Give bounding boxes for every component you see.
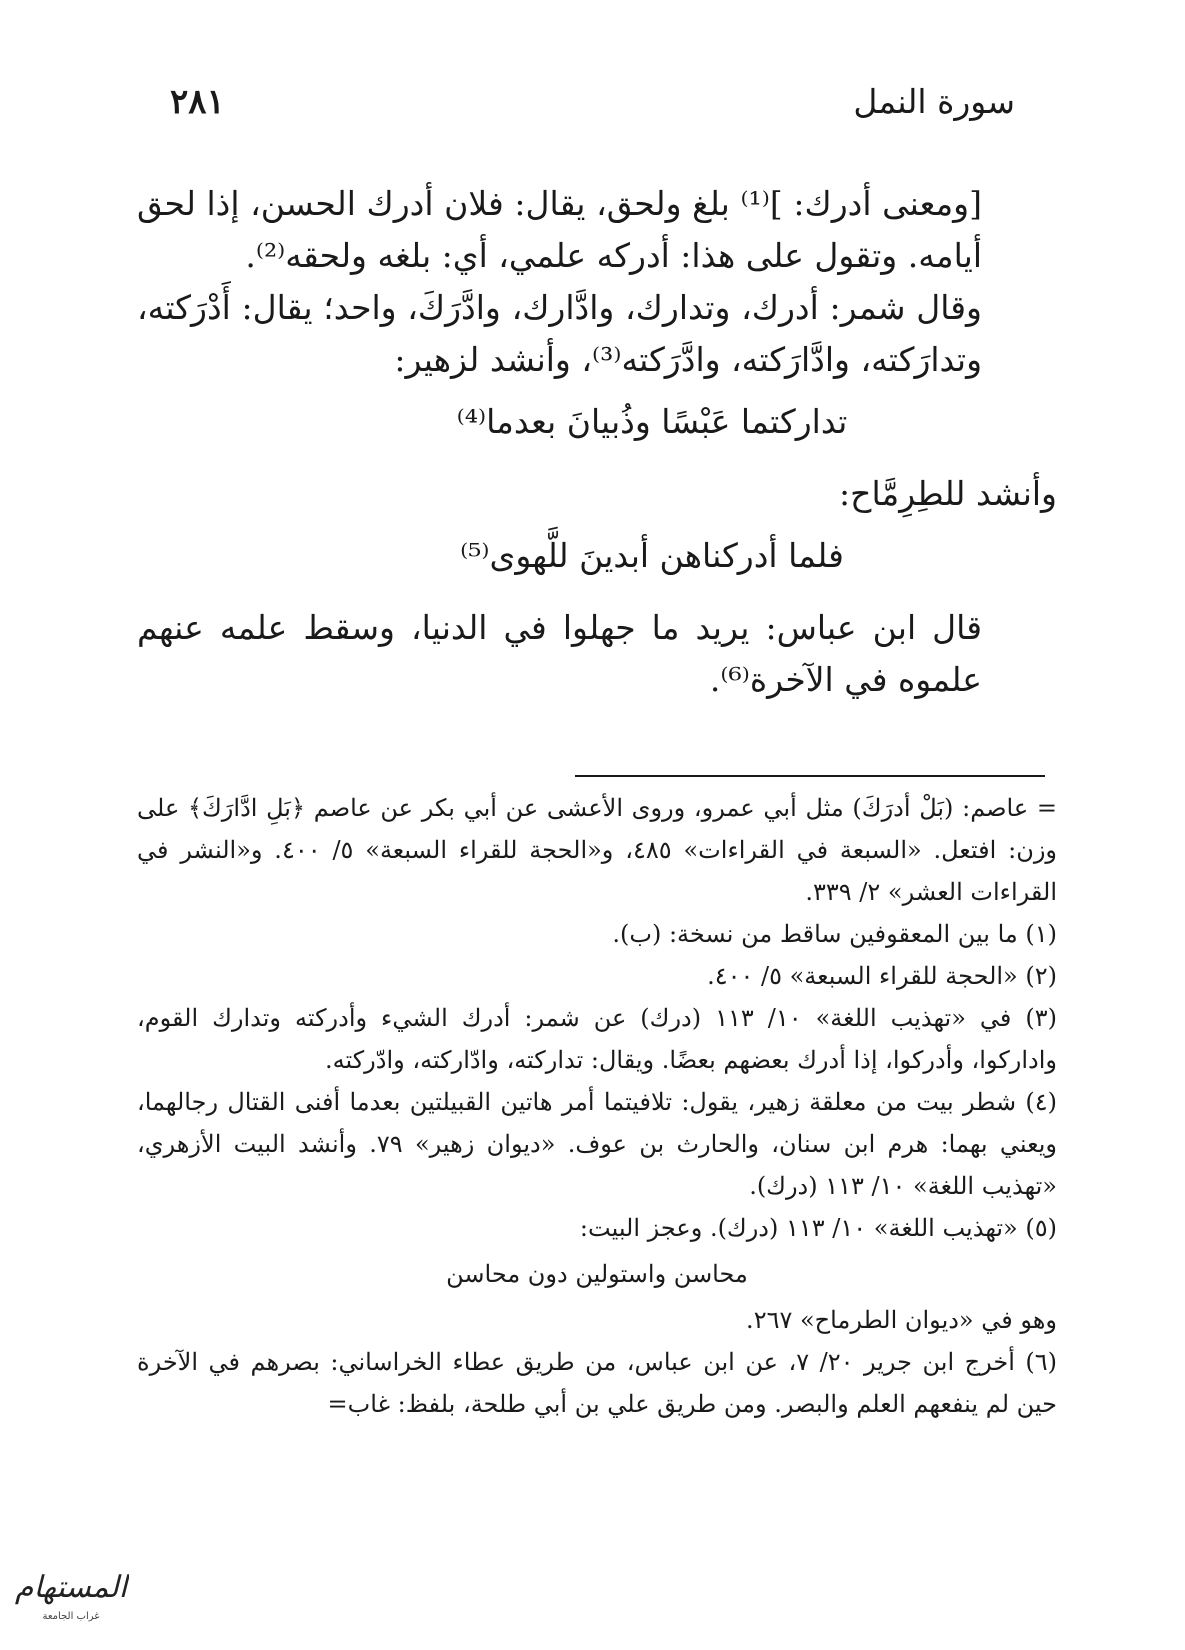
surah-title: سورة النمل bbox=[853, 82, 1015, 121]
footnote-separator bbox=[575, 775, 1045, 777]
footnote-6: (٦) أخرج ابن جرير ٢٠/ ٧، عن ابن عباس، من طريق عطاء الخراساني: بصرهم في الآخرة حين لم ينفعهم العلم والبصر. ومن طريق علي بن أبي طلحة، بلفظ: غاب= bbox=[137, 1348, 1058, 1418]
footnote-continuation: = عاصم: (بَلْ أدرَكَ) مثل أبي عمرو، وروى الأعشى عن أبي بكر عن عاصم ﴿بَلِ ادَّارَكَ﴾ على وزن: افتعل. «السبعة في القراءات» ٤٨٥، و«الحجة للقراء السبعة» ٥/ ٤٠٠. و«النشر في القراءات العشر» ٢/ ٣٣٩. bbox=[137, 794, 1057, 906]
footnotes bbox=[137, 787, 1057, 1425]
main-text bbox=[137, 178, 1057, 706]
footnote-3: (٣) في «تهذيب اللغة» ١٠/ ١١٣ (درك) عن شمر: أدرك الشيء وأدركته وتدارك القوم، وادارکوا، وأدركوا، إذا أدرك بعضهم بعضًا. ويقال: تداركته، وادّاركته، وادّركته. bbox=[137, 1004, 1057, 1074]
logo-text: المستهام bbox=[14, 1570, 128, 1605]
paragraph-tirimmah: وأنشد للطِرِمَّاح: bbox=[839, 474, 1057, 513]
paragraph-ibn-abbas: قال ابن عباس: يريد ما جهلوا في الدنيا، وسقط علمه عنهم علموه في الآخرة⁽⁶⁾. bbox=[137, 608, 982, 699]
watermark-logo-icon bbox=[14, 1555, 129, 1630]
paragraph-meaning: [ومعنى أدرك: ]⁽¹⁾ بلغ ولحق، يقال: فلان أدرك الحسن، إذا لحق أيامه. وتقول على هذا: أدركه علمي، أي: بلغه ولحقه⁽²⁾. bbox=[137, 184, 982, 275]
footnote-5-verse: محاسن واستولين دون محاسن bbox=[446, 1260, 748, 1288]
verse-zuhair: تداركتما عَبْسًا وذُبيانَ بعدما⁽⁴⁾ bbox=[456, 402, 848, 441]
footnote-4: (٤) شطر بيت من معلقة زهير، يقول: تلافيتما أمر هاتين القبيلتين بعدما أفنى القتال رجالهما، ويعني بهما: هرم ابن سنان، والحارث بن عوف. «ديوان زهير» ٧٩. وأنشد البيت الأزهري، «تهذيب اللغة» ١٠/ ١١٣ (درك). bbox=[137, 1088, 1058, 1200]
footnote-5: (٥) «تهذيب اللغة» ١٠/ ١١٣ (درك). وعجز البيت: bbox=[579, 1214, 1057, 1242]
footnote-2: (٢) «الحجة للقراء السبعة» ٥/ ٤٠٠. bbox=[707, 962, 1057, 990]
footnote-1: (١) ما بين المعقوفين ساقط من نسخة: (ب). bbox=[612, 920, 1057, 948]
footnote-5-tail: وهو في «ديوان الطرماح» ٢٦٧. bbox=[746, 1306, 1057, 1334]
paragraph-shimr: وقال شمر: أدرك، وتدارك، وادَّارك، وادَّرَكَ، واحد؛ يقال: أَدْرَكته، وتدارَكته، وادَّارَكته، وادَّرَكته⁽³⁾، وأنشد لزهير: bbox=[137, 288, 982, 379]
logo-subtext: غراب الجامعة bbox=[42, 1611, 100, 1622]
page-number: ٢٨١ bbox=[170, 82, 225, 122]
verse-tirimmah: فلما أدركناهن أبدينَ للَّهوى⁽⁵⁾ bbox=[460, 536, 844, 575]
